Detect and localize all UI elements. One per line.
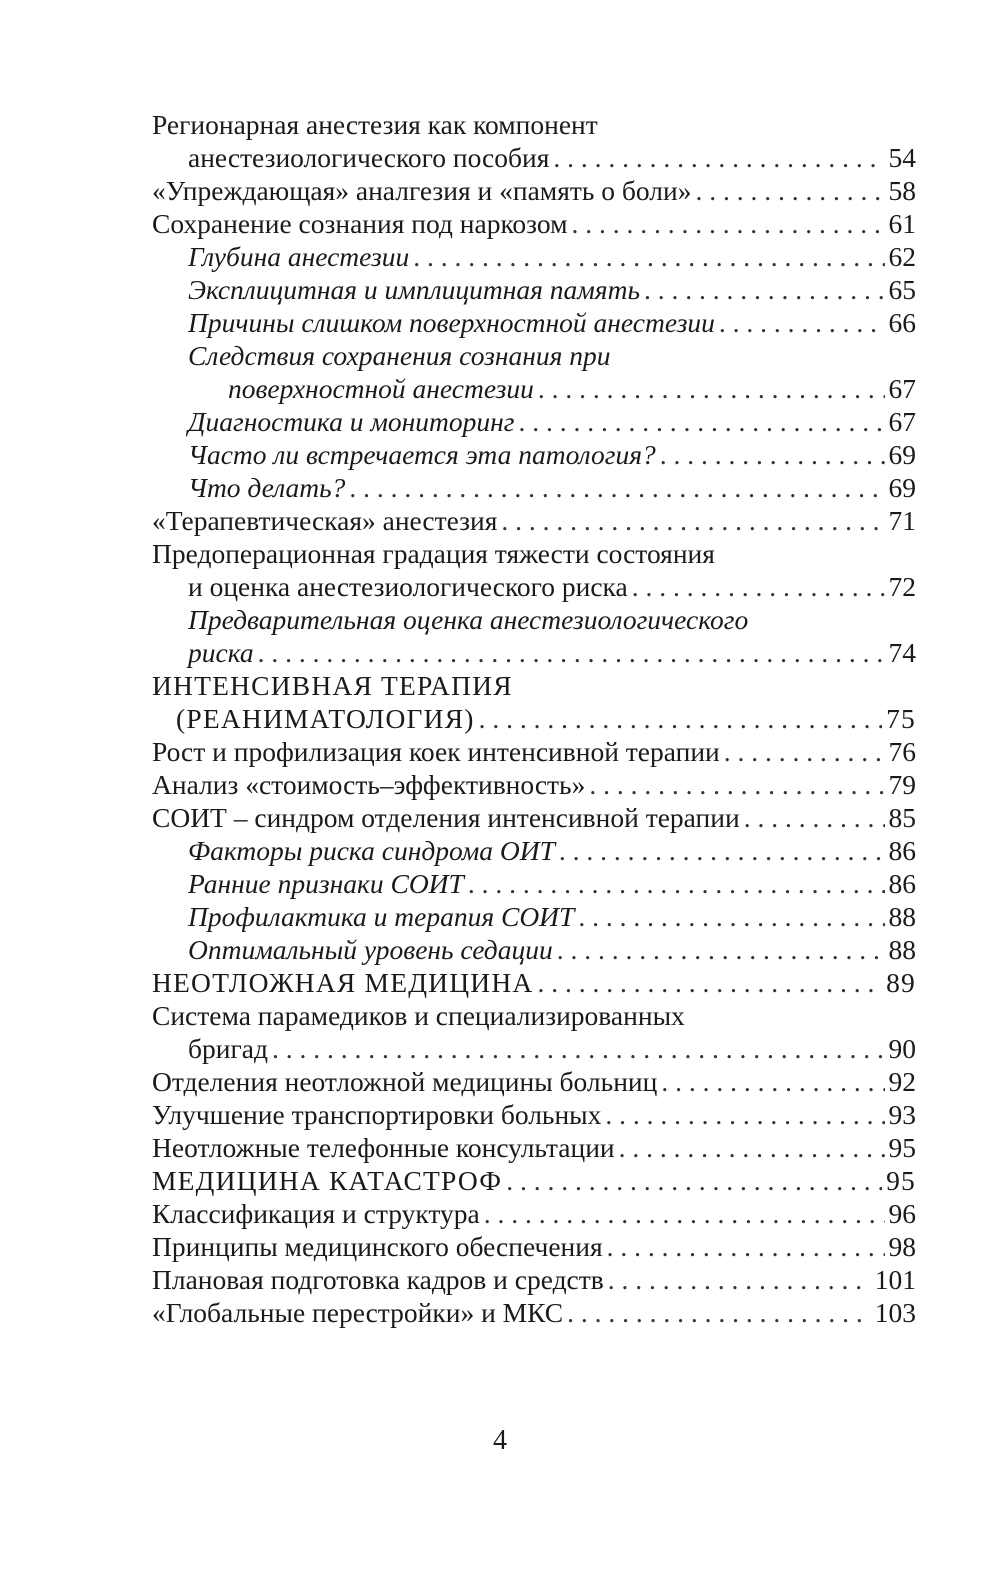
dot-leader	[557, 933, 885, 966]
toc-entry-page: 58	[888, 175, 916, 206]
toc-entry[interactable]	[152, 471, 916, 504]
toc-entry[interactable]	[152, 273, 916, 306]
toc-entry[interactable]	[152, 933, 916, 966]
toc-entry[interactable]	[152, 207, 916, 240]
toc-entry-title: Диагностика и мониторинг	[188, 406, 515, 437]
toc-entry[interactable]	[152, 1098, 916, 1131]
toc-entry-page: 90	[888, 1033, 916, 1064]
dot-leader	[572, 207, 885, 240]
toc-entry[interactable]	[152, 735, 916, 768]
toc-entry-page: 76	[888, 736, 916, 767]
toc-entry-title: поверхностной анестезии	[228, 373, 534, 404]
toc-entry-page: 86	[888, 835, 916, 866]
toc-entry-page: 74	[888, 637, 916, 668]
toc-entry-title: Причины слишком поверхностной анестезии	[188, 307, 715, 338]
toc-entry[interactable]	[152, 405, 916, 438]
toc-entry-page: 95	[886, 1165, 916, 1196]
toc-entry[interactable]	[152, 867, 916, 900]
toc-entry-page: 101	[874, 1264, 916, 1295]
toc-entry-title: Принципы медицинского обеспечения	[152, 1231, 603, 1262]
dot-leader	[607, 1230, 885, 1263]
toc-entry-title: анестезиологического пособия	[188, 142, 550, 173]
dot-leader	[506, 1164, 882, 1197]
toc-entry-title-line: Система парамедиков и специализированных	[152, 1000, 685, 1031]
toc-entry[interactable]	[152, 1263, 916, 1296]
table-of-contents	[152, 108, 916, 1329]
toc-entry-title-line: Следствия сохранения сознания при	[188, 340, 611, 371]
toc-entry[interactable]	[152, 801, 916, 834]
dot-leader	[272, 1032, 885, 1065]
dot-leader	[605, 1098, 884, 1131]
toc-entry-title: «Упреждающая» аналгезия и «память о боли»	[152, 175, 692, 206]
toc-entry-title: Что делать?	[188, 472, 346, 503]
dot-leader	[578, 900, 884, 933]
toc-entry[interactable]	[152, 174, 916, 207]
toc-entry[interactable]	[152, 306, 916, 339]
toc-entry-title: Рост и профилизация коек интенсивной терапии	[152, 736, 720, 767]
toc-entry[interactable]	[152, 1131, 916, 1164]
toc-entry[interactable]	[152, 999, 916, 1065]
dot-leader	[553, 141, 884, 174]
toc-entry[interactable]	[152, 438, 916, 471]
toc-entry[interactable]	[152, 1164, 916, 1197]
dot-leader	[619, 1131, 885, 1164]
toc-entry[interactable]	[152, 339, 916, 405]
dot-leader	[589, 768, 884, 801]
toc-entry[interactable]	[152, 768, 916, 801]
toc-entry-title: «Глобальные перестройки» и МКС	[152, 1297, 564, 1328]
toc-entry-page: 96	[888, 1198, 916, 1229]
toc-entry[interactable]	[152, 1230, 916, 1263]
toc-entry-page: 92	[888, 1066, 916, 1097]
toc-entry-title: (РЕАНИМАТОЛОГИЯ)	[176, 703, 475, 734]
dot-leader	[661, 1065, 884, 1098]
toc-entry-title: Неотложные телефонные консультации	[152, 1132, 615, 1163]
toc-entry[interactable]	[152, 1296, 916, 1329]
toc-entry-page: 65	[888, 274, 916, 305]
toc-entry[interactable]	[152, 240, 916, 273]
toc-entry-title: Глубина анестезии	[188, 241, 410, 272]
toc-entry-title: бригад	[188, 1033, 268, 1064]
toc-entry-page: 66	[888, 307, 916, 338]
dot-leader	[258, 636, 885, 669]
toc-entry-page: 85	[888, 802, 916, 833]
toc-entry[interactable]	[152, 537, 916, 603]
toc-entry[interactable]	[152, 504, 916, 537]
dot-leader	[724, 735, 885, 768]
dot-leader	[537, 966, 882, 999]
toc-entry-page: 86	[888, 868, 916, 899]
toc-entry-page: 103	[874, 1297, 916, 1328]
dot-leader	[608, 1263, 871, 1296]
toc-entry-page: 95	[888, 1132, 916, 1163]
dot-leader	[695, 174, 884, 207]
dot-leader	[632, 570, 885, 603]
toc-entry[interactable]	[152, 108, 916, 174]
dot-leader	[349, 471, 884, 504]
toc-entry-page: 98	[888, 1231, 916, 1262]
toc-entry[interactable]	[152, 1065, 916, 1098]
toc-entry-title: «Терапевтическая» анестезия	[152, 505, 498, 536]
dot-leader	[479, 702, 882, 735]
toc-entry-page: 72	[888, 571, 916, 602]
toc-entry-page: 62	[888, 241, 916, 272]
toc-entry-page: 75	[886, 703, 916, 734]
toc-entry-page: 69	[888, 439, 916, 470]
toc-entry-title: Часто ли встречается эта патология?	[188, 439, 656, 470]
toc-entry-title: СОИТ – синдром отделения интенсивной терапии	[152, 802, 740, 833]
toc-entry-title: Оптимальный уровень седации	[188, 934, 553, 965]
toc-entry-page: 71	[888, 505, 916, 536]
toc-entry-title: Факторы риска синдрома ОИТ	[188, 835, 555, 866]
toc-entry-title: и оценка анестезиологического риска	[188, 571, 628, 602]
toc-entry-title: Классификация и структура	[152, 1198, 480, 1229]
toc-entry[interactable]	[152, 834, 916, 867]
toc-entry-page: 69	[888, 472, 916, 503]
dot-leader	[519, 405, 885, 438]
toc-entry-title: МЕДИЦИНА КАТАСТРОФ	[152, 1165, 503, 1196]
dot-leader	[484, 1197, 885, 1230]
toc-entry[interactable]	[152, 900, 916, 933]
toc-entry-page: 54	[888, 142, 916, 173]
toc-entry[interactable]	[152, 1197, 916, 1230]
page-number: 4	[493, 1425, 507, 1456]
toc-entry-title: Анализ «стоимость–эффективность»	[152, 769, 586, 800]
toc-entry-page: 93	[888, 1099, 916, 1130]
toc-entry-page: 61	[888, 208, 916, 239]
toc-entry-page: 79	[888, 769, 916, 800]
toc-entry-title-line: Регионарная анестезия как компонент	[152, 109, 598, 140]
dot-leader	[744, 801, 885, 834]
toc-entry-title: Эксплицитная и имплицитная память	[188, 274, 640, 305]
toc-entry[interactable]	[152, 966, 916, 999]
dot-leader	[468, 867, 885, 900]
toc-entry-title-line: Предоперационная градация тяжести состояния	[152, 538, 715, 569]
toc-entry[interactable]	[152, 669, 916, 735]
toc-entry-title: Отделения неотложной медицины больниц	[152, 1066, 658, 1097]
toc-entry-title: Ранние признаки СОИТ	[188, 868, 464, 899]
toc-entry-page: 67	[888, 406, 916, 437]
toc-entry-title: Профилактика и терапия СОИТ	[188, 901, 575, 932]
dot-leader	[719, 306, 885, 339]
toc-entry-title: риска	[188, 637, 254, 668]
toc-entry-page: 67	[888, 373, 916, 404]
toc-entry-title-line: Предварительная оценка анестезиологического	[188, 604, 749, 635]
toc-entry-title: Улучшение транспортировки больных	[152, 1099, 602, 1130]
toc-entry-title: Плановая подготовка кадров и средств	[152, 1264, 604, 1295]
toc-entry[interactable]	[152, 603, 916, 669]
toc-entry-page: 88	[888, 934, 916, 965]
toc-entry-title: Сохранение сознания под наркозом	[152, 208, 568, 239]
dot-leader	[567, 1296, 871, 1329]
dot-leader	[644, 273, 885, 306]
dot-leader	[413, 240, 884, 273]
toc-entry-page: 88	[888, 901, 916, 932]
toc-entry-title-line: ИНТЕНСИВНАЯ ТЕРАПИЯ	[152, 670, 513, 701]
dot-leader	[538, 372, 885, 405]
dot-leader	[559, 834, 885, 867]
dot-leader	[501, 504, 884, 537]
toc-entry-page: 89	[886, 967, 916, 998]
toc-entry-title: НЕОТЛОЖНАЯ МЕДИЦИНА	[152, 967, 534, 998]
dot-leader	[660, 438, 885, 471]
